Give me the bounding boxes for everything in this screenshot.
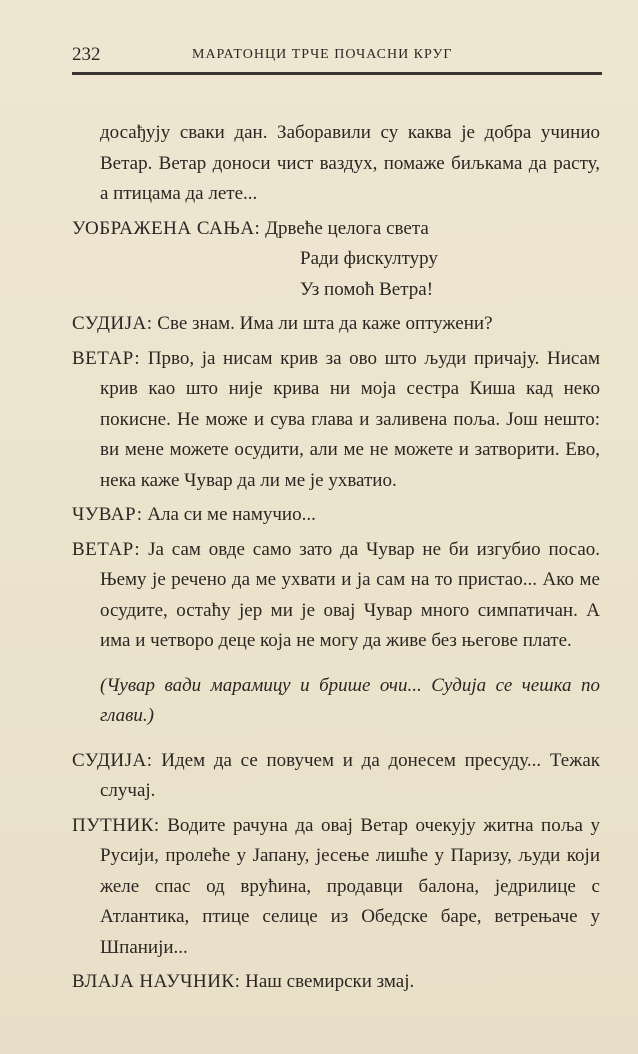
speaker-name: ВЕТАР: <box>72 538 141 560</box>
dialogue-line <box>72 344 600 497</box>
speaker-name: УОБРАЖЕНА САЊА: <box>72 217 261 239</box>
verse-line-3: Уз помоћ Ветра! <box>300 278 434 300</box>
verse-line: Дрвеће целога света <box>265 217 429 239</box>
dialogue-line <box>72 746 600 807</box>
dialogue-text: Све знам. Има ли шта да каже оптужени? <box>157 313 493 334</box>
speaker-name: ВЕТАР: <box>72 347 141 369</box>
dialogue-line <box>72 811 600 964</box>
dialogue-text: Идем да се повучем и да донесем пресуду... Тежак случај. <box>100 749 600 801</box>
dialogue-line <box>72 309 600 340</box>
page-header <box>72 42 602 72</box>
dialogue-text: Прво, ја нисам крив за ово што људи причају. Нисам крив као што није крива ни моја сестра Киша кад неко покисне. Не може и сува глава и заливена поља. Још нешто: ви мене можете осудити, али ме не можете и затворити. Ево, нека каже Чувар да ли ме је ухватио. <box>100 347 600 491</box>
dialogue-verse <box>72 214 600 245</box>
page-body <box>72 118 600 1002</box>
dialogue-line <box>72 500 600 531</box>
dialogue-text: Наш свемирски змај. <box>245 971 415 992</box>
paragraph-continuation: досађују сваки дан. Заборавили су каква је добра учинио Ветар. Ветар доноси чист ваздух, помаже биљкама да расту, а птицама да лете... <box>100 122 600 204</box>
speaker-name: ПУТНИК: <box>72 814 160 836</box>
running-title: МАРАТОНЦИ ТРЧЕ ПОЧАСНИ КРУГ <box>192 47 453 62</box>
speaker-name: ВЛАЈА НАУЧНИК: <box>72 971 241 992</box>
speaker-name: СУДИЈА: <box>72 313 153 334</box>
speaker-name: СУДИЈА: <box>72 749 153 771</box>
verse-line-2: Ради фискултуру <box>300 248 438 269</box>
stage-direction: (Чувар вади марамицу и брише очи... Судија се чешка по глави.) <box>100 674 600 726</box>
dialogue-text: Ала си ме намучио... <box>147 504 316 525</box>
header-rule <box>72 72 602 75</box>
speaker-name: ЧУВАР: <box>72 504 143 525</box>
page-number: 232 <box>72 44 101 65</box>
dialogue-text: Ја сам овде само зато да Чувар не би изгубио посао. Њему је речено да ме ухвати и ја сам на то пристао... Ако ме осудите, остаћу јер ми је овај Чувар много симпатичан. А има и четворо деце која не могу да живе без његове плате. <box>100 538 601 651</box>
dialogue-line <box>72 535 600 657</box>
dialogue-line <box>72 967 600 998</box>
dialogue-text: Водите рачуна да овај Ветар очекују житна поља у Русији, пролеће у Јапану, јесење лишће у Паризу, људи који желе спас од врућина, продавци балона, једрилице с Атлантика, птице селице из Обедске баре, ветрењаче у Шпанији... <box>100 814 600 958</box>
